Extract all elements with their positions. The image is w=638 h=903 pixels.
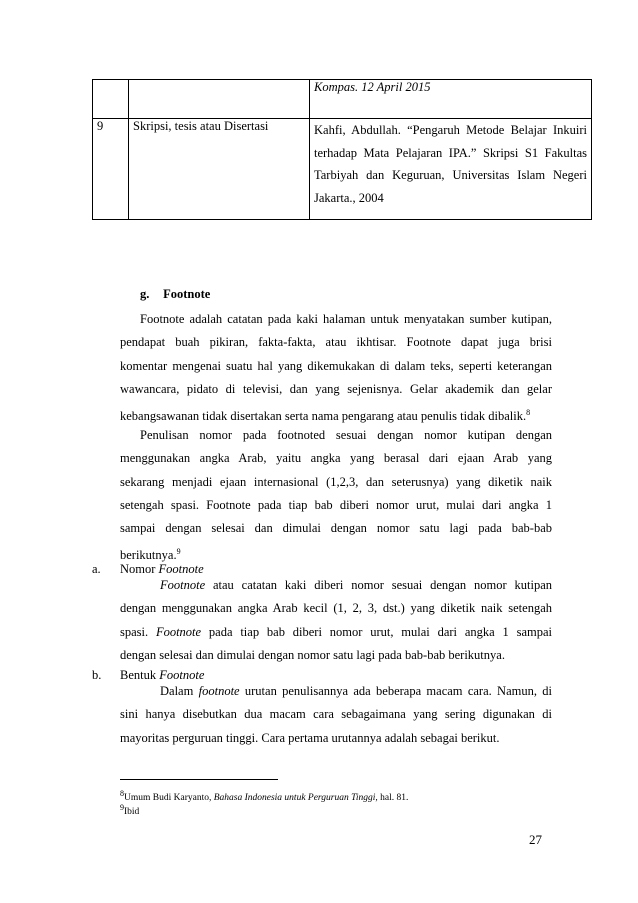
paragraph-footnote-definition [120,308,552,424]
text-line [120,401,552,424]
footnote-ref-8: 8 [526,408,531,418]
footnote-number: 9 [120,803,124,812]
reference-table [92,79,592,220]
text-line: komentar mengenai suatu hal yang dikemukakan di dalam teks, seperti keterangan [120,358,552,373]
footnote-text: hal. 81. [377,793,409,804]
source-line: Jakarta., 2004 [314,190,384,205]
cell-number: 9 [93,119,129,220]
text-line: menggunakan angka Arab, yaitu angka yang berasal dari ejaan Arab yang [120,451,552,466]
text-line-content: Dalam [160,684,199,698]
footnote-ref-9: 9 [176,547,181,557]
section-label: g. [140,287,150,301]
text-line [120,621,552,644]
paragraph-footnote-numbering [120,424,552,564]
cell-kind [129,80,310,119]
text-line [120,680,552,703]
cell-number [93,80,129,119]
text-line-content: urutan penulisannya ada beberapa macam cara. Namun, di [239,684,552,698]
cell-source [310,80,592,119]
table-row [93,80,592,119]
footnote-text: Umum Budi Karyanto, [124,793,214,804]
text-line-content: kebangsawanan tidak disertakan serta nama pengarang atau penulis tidak dibalik. [120,409,527,424]
text-line: sini hanya disebutkan dua macam cara sebagaimana yang sering digunakan di [120,707,552,722]
text-line [120,574,552,597]
page-number: 27 [529,832,542,847]
text-italic: footnote [198,684,240,698]
text-line: dengan selesai dan dimulai dengan nomor satu lagi pada bab-bab berikutnya. [120,647,505,662]
subheading-label: b. [92,668,102,682]
footnote-9 [120,801,139,819]
source-line: Kahfi, Abdullah. “Pengaruh Metode Belajar Inkuiri [314,123,587,137]
footnote-number: 8 [120,789,124,798]
text-line: sampai dengan selesai dan dimulai dengan nomor satu lagi pada bab-bab [120,521,552,536]
paragraph-nomor-footnote [120,574,552,667]
text-line: Penulisan nomor pada footnoted sesuai dengan nomor kutipan dengan [140,428,552,442]
footnote-8 [120,787,408,805]
text-line: pendapat buah pikiran, fakta-fakta, atau ikhtisar. Footnote dapat juga brisi [120,335,552,350]
text-line: wawancara, pidato di televisi, dan yang sejenisnya. Gelar akademik dan gelar [120,381,552,396]
subheading-label: a. [92,562,101,576]
text-italic: Footnote [160,578,206,592]
text-line: Footnote adalah catatan pada kaki halaman untuk menyatakan sumber kutipan, [140,312,552,326]
subheading-title: Bentuk [120,668,160,682]
text-line [120,540,552,563]
footnote-title: Bahasa Indonesia untuk Perguruan Tinggi, [213,793,378,804]
footnote-divider [120,779,278,780]
subheading-title: Nomor [120,562,159,576]
text-italic: Footnote [155,624,202,639]
text-line: dengan menggunakan angka Arab kecil (1, 2, 3, dst.) yang diketik naik setengah [120,601,552,616]
text-line-content: atau catatan kaki diberi nomor sesuai dengan nomor kutipan [205,578,552,592]
subheading-title-italic: Footnote [158,562,204,576]
section-title: Footnote [163,287,211,301]
text-line: setengah spasi. Footnote pada tiap bab diberi nomor urut, mulai dari angka 1 [120,497,552,512]
text-line: mayoritas perguruan tinggi. Cara pertama urutannya adalah sebagai berikut. [120,730,500,745]
source-text: Kompas. 12 April 2015 [314,80,431,94]
text-line-content: pada tiap bab diberi nomor urut, mulai dari angka 1 sampai [201,624,553,639]
table-row [93,119,592,220]
source-line: Tarbiyah dan Keguruan, Universitas Islam Negeri [314,168,587,182]
cell-kind: Skripsi, tesis atau Disertasi [129,119,310,220]
source-line: terhadap Mata Pelajaran IPA.” Skripsi S1 Fakultas [314,145,587,160]
paragraph-bentuk-footnote [120,680,552,750]
text-line-content: spasi. [120,624,156,639]
text-line: sekarang menjadi ejaan internasional (1,2,3, dan seterusnya) yang diketik naik [120,474,552,489]
cell-source [310,119,592,220]
footnote-text: Ibid [124,807,140,818]
section-heading [140,287,210,302]
text-line-content: berikutnya. [120,548,177,563]
subheading-title-italic: Footnote [159,668,205,682]
